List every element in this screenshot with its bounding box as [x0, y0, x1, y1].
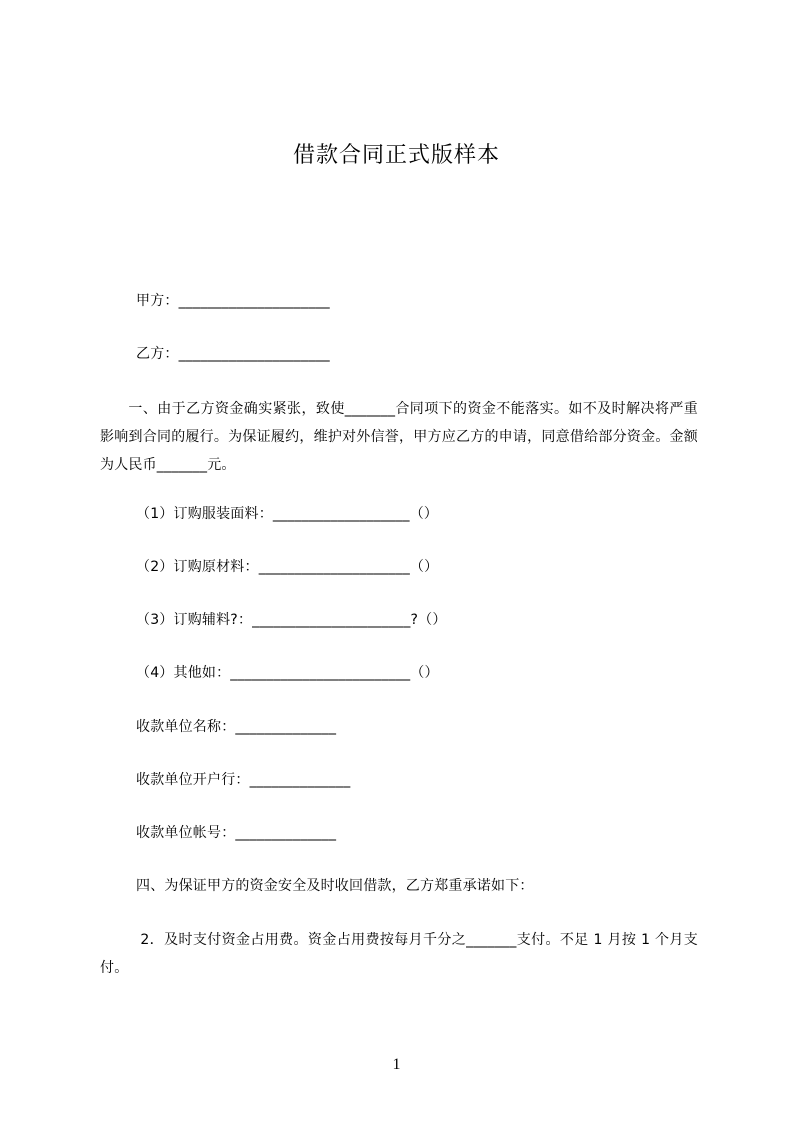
- item-1-fabric: （1）订购服装面料：___________________（）: [136, 506, 439, 522]
- clause-4-item-2-paragraph: 2．及时支付资金占用费。资金占用费按每月千分之_______支付。不足 1 月按 1 个月支付。: [100, 932, 698, 976]
- party-a-line: 甲方：_____________________: [136, 293, 330, 309]
- document-title: 借款合同正式版样本: [292, 143, 500, 168]
- clause-1-paragraph: 一、由于乙方资金确实紧张，致使_______合同项下的资金不能落实。如不及时解决将严重影响到合同的履行。为保证履约，维护对外信誉，甲方应乙方的申请，同意借给部分资金。金额为人民币_______元。: [100, 401, 698, 473]
- party-b-line: 乙方：_____________________: [136, 346, 330, 362]
- item-4-other: （4）其他如：_________________________（）: [136, 665, 439, 681]
- clause-4-heading: 四、为保证甲方的资金安全及时收回借款，乙方郑重承诺如下：: [136, 878, 534, 894]
- payee-bank-line: 收款单位开户行：______________: [136, 772, 351, 788]
- page-number: 1: [392, 1056, 401, 1073]
- payee-name-line: 收款单位名称：______________: [136, 719, 337, 735]
- item-3-accessories: （3）订购辅料?：______________________?（）: [136, 612, 447, 628]
- item-2-raw-materials: （2）订购原材料：_____________________（）: [136, 559, 439, 575]
- payee-account-line: 收款单位帐号：______________: [136, 825, 337, 841]
